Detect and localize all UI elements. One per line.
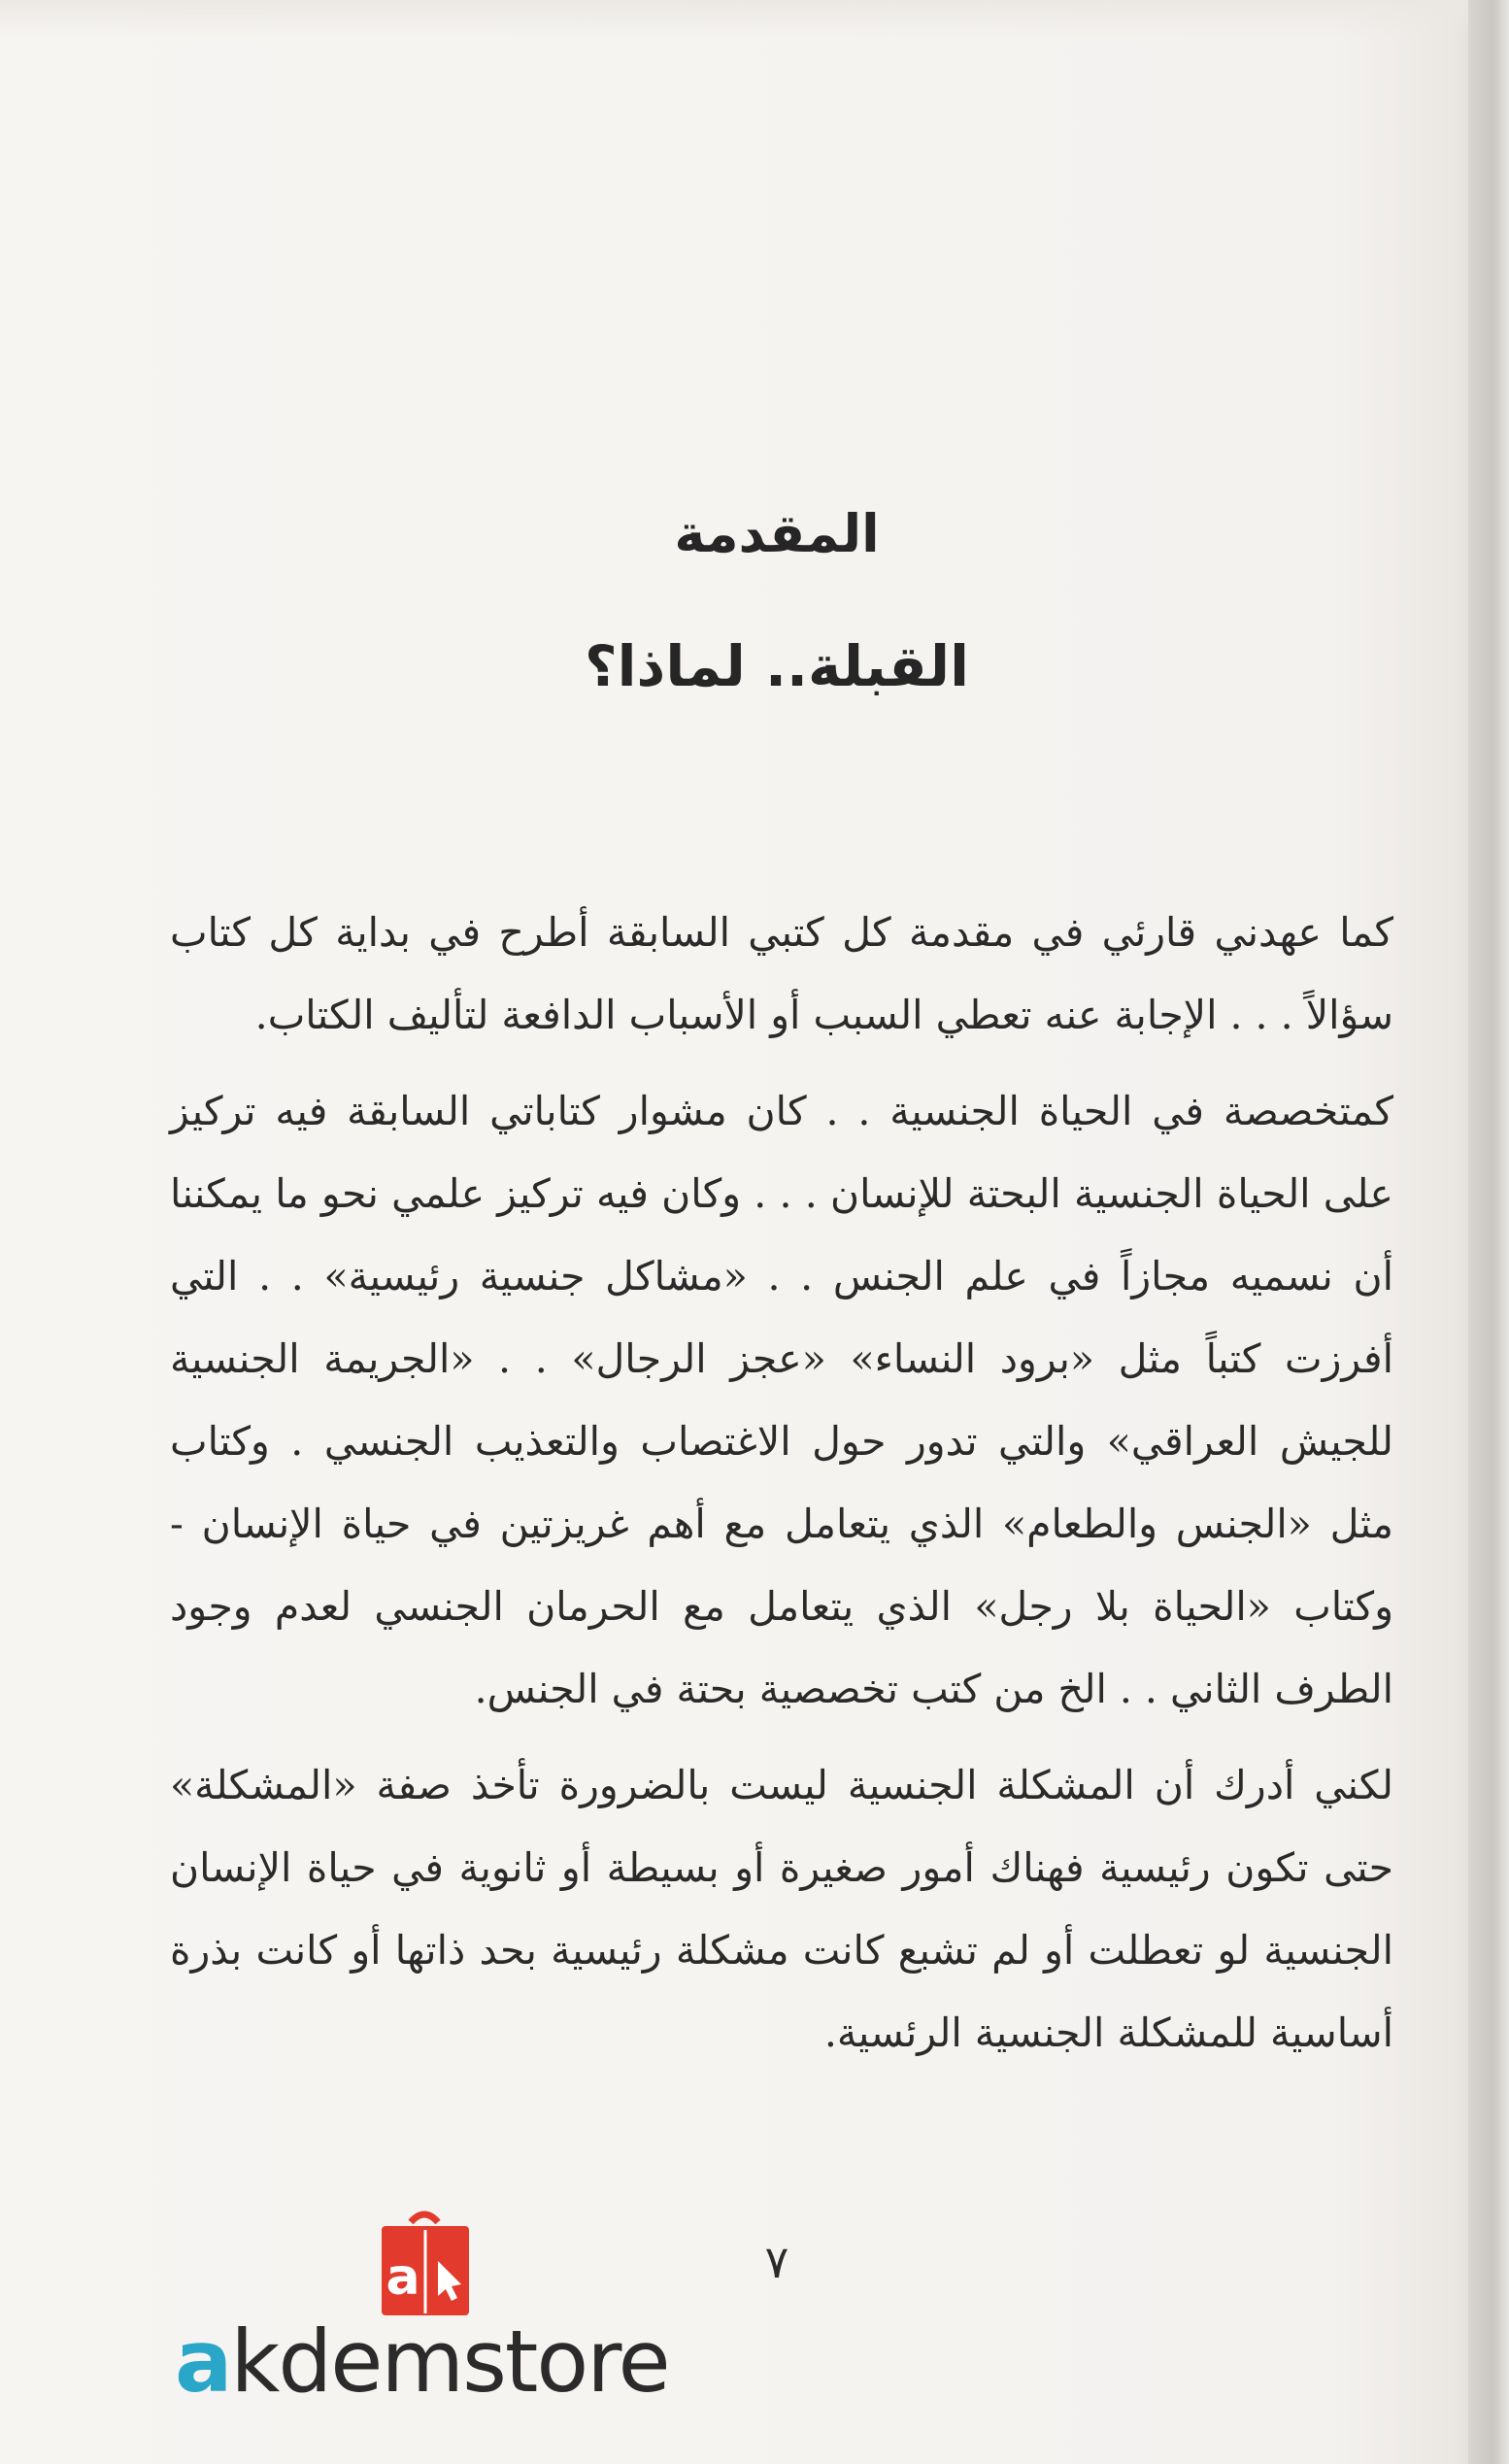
brand-name-rest: kdemstore <box>230 2312 669 2412</box>
book-cart-icon <box>374 2205 476 2321</box>
paragraph-1: كما عهدني قارئي في مقدمة كل كتبي السابقة أطرح في بداية كل كتاب سؤالاً . . . الإجابة عنه تعطي السبب أو الأسباب الدافعة لتأليف الكتاب. <box>170 909 1393 1038</box>
brand-letter-a: a <box>175 2312 231 2412</box>
brand-name <box>175 2312 669 2412</box>
chapter-title: المقدمة <box>674 503 880 564</box>
chapter-subtitle: القبلة.. لماذا؟ <box>585 633 969 699</box>
page-number: ٧ <box>764 2236 789 2288</box>
store-watermark <box>175 2205 699 2438</box>
paragraph-2: كمتخصصة في الحياة الجنسية . . كان مشوار كتاباتي السابقة فيه تركيز على الحياة الجنسية البحتة للإنسان . . . وكان فيه تركيز علمي نحو ما يمكننا أن نسميه مجازاً في علم الجنس . . «مشاكل جنسية رئيسية» . . التي أفرزت كتباً مثل «برود النساء» «عجز الرجال» . . «الجريمة الجنسية للجيش العراقي» والتي تدور حول الاغتصاب والتعذيب الجنسي . وكتاب مثل «الجنس والطعام» الذي يتعامل مع أهم غريزتين في حياة الإنسان - وكتاب «الحياة بلا رجل» الذي يتعامل مع الحرمان الجنسي لعدم وجود الطرف الثاني . . الخ من كتب تخصصية بحتة في الجنس. <box>170 1088 1393 1712</box>
paragraph-3: لكني أدرك أن المشكلة الجنسية ليست بالضرورة تأخذ صفة «المشكلة» حتى تكون رئيسية فهناك أمور صغيرة أو بسيطة أو ثانوية في حياة الإنسان الجنسية لو تعطلت أو لم تشبع كانت مشكلة رئيسية بحد ذاتها أو كانت بذرة أساسية للمشكلة الجنسية الرئسية. <box>170 1762 1393 2056</box>
page-edge-shadow <box>1468 0 1509 2464</box>
page-top-shadow <box>0 0 1509 39</box>
body-text <box>170 892 1393 2088</box>
icon-letter: a <box>386 2248 420 2307</box>
